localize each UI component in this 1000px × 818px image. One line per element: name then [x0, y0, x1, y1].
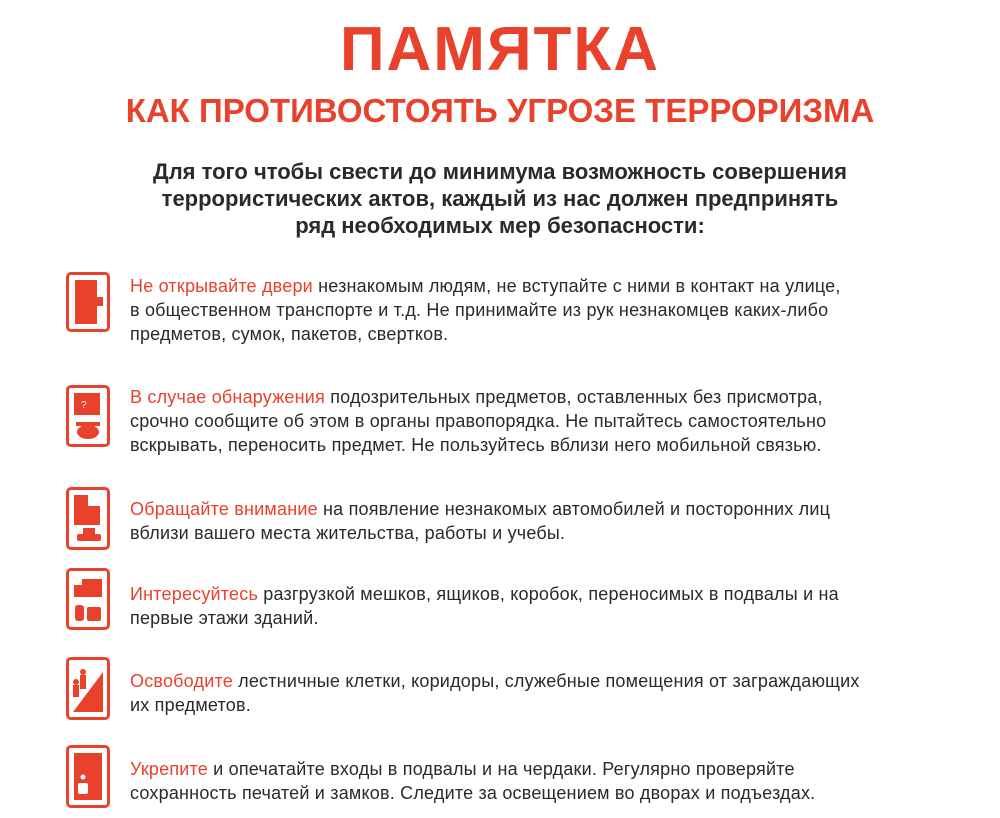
item-text: незнакомым людям, не вступайте с ними в контакт на улице,: [312, 276, 841, 296]
page-subtitle: КАК ПРОТИВОСТОЯТЬ УГРОЗЕ ТЕРРОРИЗМА: [125, 92, 875, 129]
item-text: подозрительных предметов, оставленных без присмотра,: [325, 387, 823, 407]
item-text: вскрывать, переносить предмет. Не пользуйтесь вблизи него мобильной связью.: [130, 435, 822, 455]
intro-text: [0, 158, 1000, 239]
item-text: вблизи вашего места жительства, работы и учебы.: [130, 523, 566, 543]
intro-line: террористических актов, каждый из нас должен предпринять: [161, 186, 839, 211]
intro-line: ряд необходимых мер безопасности:: [295, 213, 705, 238]
door-hand-icon: [66, 272, 110, 332]
item-text: и опечатайте входы в подвалы и на чердаки. Регулярно проверяйте: [207, 759, 795, 779]
svg-text:?: ?: [81, 400, 87, 411]
truck-cargo-icon: [66, 568, 110, 630]
item-text: в общественном транспорте и т.д. Не принимайте из рук незнакомцев каких-либо: [130, 300, 829, 320]
item-highlight: Обращайте внимание: [130, 499, 318, 519]
sealed-door-lock-icon: [66, 745, 110, 808]
item-text: первые этажи зданий.: [130, 608, 319, 628]
item-text: лестничные клетки, коридоры, служебные помещения от заграждающих: [232, 671, 860, 691]
item-highlight: Освободите: [130, 671, 233, 691]
item-highlight: Интересуйтесь: [130, 584, 259, 604]
suspicious-package-phone-icon: [66, 385, 110, 447]
item-highlight: В случае обнаружения: [130, 387, 325, 407]
item-highlight: Укрепите: [130, 759, 208, 779]
item-text: разгрузкой мешков, ящиков, коробок, переносимых в подвалы и на: [258, 584, 839, 604]
item-text: на появление незнакомых автомобилей и посторонних лиц: [317, 499, 831, 519]
page-title: ПАМЯТКА: [339, 15, 661, 84]
item-text: предметов, сумок, пакетов, свертков.: [130, 324, 449, 344]
intro-line: Для того чтобы свести до минимума возможность совершения: [153, 159, 847, 184]
buildings-car-icon: [66, 487, 110, 550]
item-text: их предметов.: [130, 695, 251, 715]
item-text: сохранность печатей и замков. Следите за освещением во дворах и подъездах.: [130, 783, 816, 803]
item-highlight: Не открывайте двери: [130, 276, 313, 296]
item-text: срочно сообщите об этом в органы правопорядка. Не пытайтесь самостоятельно: [130, 411, 827, 431]
stairs-people-icon: [66, 657, 110, 720]
